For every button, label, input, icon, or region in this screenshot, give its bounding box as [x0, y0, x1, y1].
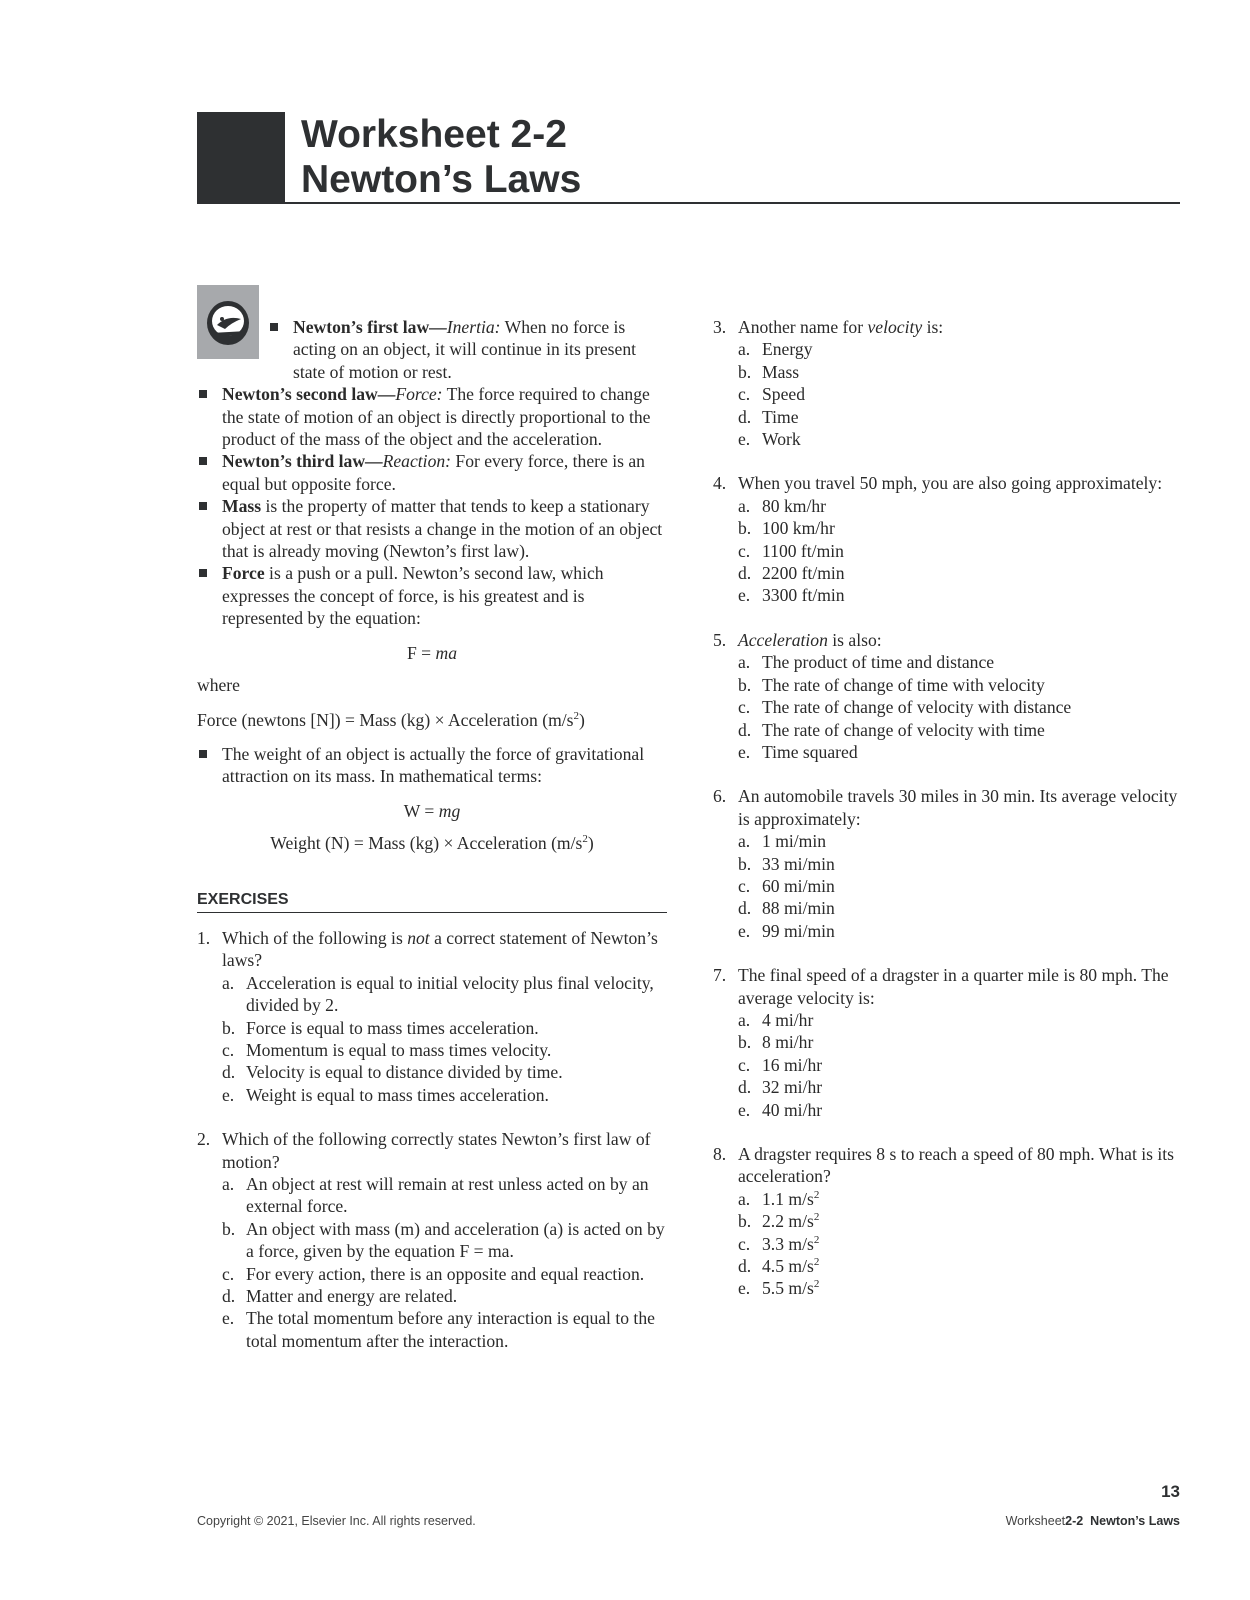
answer-option	[222, 1039, 667, 1061]
answer-options	[713, 1188, 1183, 1300]
mass-text: is the property of matter that tends to keep a stationary object at rest or that resists a change in the motion of an object that is already moving (Newton’s first law).	[222, 496, 663, 562]
answer-option	[738, 1031, 1183, 1053]
option-superscript: 2	[813, 1233, 820, 1246]
option-text: 80 km/hr	[762, 495, 827, 516]
answer-option	[738, 584, 1183, 606]
option-letter: a.	[738, 339, 751, 360]
answer-option	[738, 897, 1183, 919]
question-text-end: a correct statement of Newton’s laws?	[222, 927, 658, 971]
answer-option	[222, 1263, 667, 1285]
option-letter: e.	[738, 920, 751, 941]
option-letter: c.	[738, 384, 751, 405]
answer-option	[222, 1084, 667, 1106]
force-units-text: Force (newtons [N]) = Mass (kg) × Acceleration (m/s	[197, 709, 574, 730]
option-letter: b.	[738, 1211, 752, 1232]
question-number: 4.	[713, 473, 727, 494]
option-text: 4 mi/hr	[762, 1009, 814, 1030]
answer-option	[738, 1054, 1183, 1076]
option-letter: c.	[738, 540, 751, 561]
question-text-end: is also:	[827, 629, 882, 650]
option-text: 5.5 m/s	[762, 1278, 814, 1299]
option-superscript: 2	[813, 1211, 820, 1224]
answer-option	[738, 1188, 1183, 1210]
answer-option	[738, 495, 1183, 517]
answer-option	[738, 1277, 1183, 1299]
question-text-end: is:	[922, 317, 944, 337]
option-text: 16 mi/hr	[762, 1054, 823, 1075]
option-text: Work	[762, 429, 801, 450]
title-line-2: Newton’s Laws	[301, 158, 582, 201]
question-item	[713, 785, 1183, 942]
question-stem	[713, 316, 1183, 338]
option-text: 100 km/hr	[762, 518, 835, 539]
header-block	[197, 112, 285, 203]
question-text: Which of the following is	[222, 927, 408, 948]
weight-units-text: Weight (N) = Mass (kg) × Acceleration (m/s	[270, 833, 583, 854]
option-letter: d.	[222, 1062, 236, 1083]
option-text: Weight is equal to mass times acceleration.	[246, 1084, 549, 1105]
answer-options	[713, 495, 1183, 607]
option-text: The total momentum before any interaction is equal to the total momentum after the interaction.	[246, 1308, 655, 1351]
option-letter: b.	[738, 1032, 752, 1053]
option-letter: e.	[738, 1278, 751, 1299]
answer-option	[738, 406, 1183, 428]
force-equation	[197, 642, 667, 664]
second-law-text: The force required to change the state of motion of an object is directly proportional to the product of the mass of the object and the acceleration.	[222, 384, 651, 450]
answer-option	[738, 562, 1183, 584]
force-equation-rhs: ma	[435, 642, 458, 663]
option-letter: d.	[738, 898, 752, 919]
answer-options	[713, 651, 1183, 763]
option-text: 99 mi/min	[762, 920, 835, 941]
option-letter: a.	[222, 972, 235, 993]
option-letter: b.	[222, 1017, 236, 1038]
answer-option	[222, 1285, 667, 1307]
option-letter: e.	[738, 741, 751, 762]
force-item	[197, 562, 667, 629]
first-law-item	[268, 316, 667, 383]
page-number: 13	[1161, 1482, 1180, 1501]
question-stem	[713, 964, 1183, 1009]
option-letter: e.	[222, 1308, 235, 1329]
option-text: Momentum is equal to mass times velocity.	[246, 1039, 552, 1060]
option-text: 3300 ft/min	[762, 585, 845, 606]
option-text: The product of time and distance	[762, 652, 995, 673]
option-letter: b.	[738, 361, 752, 382]
option-letter: c.	[738, 1233, 751, 1254]
answer-option	[222, 1218, 667, 1263]
option-text: Velocity is equal to distance divided by time.	[246, 1062, 563, 1083]
option-text: For every action, there is an opposite and equal reaction.	[246, 1263, 645, 1284]
answer-option	[738, 830, 1183, 852]
force-term: Force	[222, 563, 265, 584]
answer-options	[197, 972, 667, 1106]
question-number: 6.	[713, 786, 727, 807]
option-letter: b.	[222, 1218, 236, 1239]
answer-option	[222, 1173, 667, 1218]
answer-option	[738, 696, 1183, 718]
option-text: Time	[762, 406, 799, 427]
third-law-item	[197, 450, 667, 495]
question-item	[197, 927, 667, 1106]
answer-option	[738, 338, 1183, 360]
mass-item	[197, 495, 667, 562]
question-item	[713, 1143, 1183, 1300]
questions-right	[713, 316, 1183, 1300]
answer-option	[738, 920, 1183, 942]
option-letter: c.	[738, 875, 751, 896]
second-law-subterm: Force:	[395, 384, 443, 405]
question-stem	[197, 1128, 667, 1173]
header-rule	[197, 202, 1180, 204]
option-letter: e.	[738, 585, 751, 606]
option-letter: d.	[222, 1286, 236, 1307]
mass-term: Mass	[222, 496, 262, 517]
weight-units-close: )	[587, 833, 594, 854]
running-footer	[1006, 1514, 1180, 1528]
weight-units	[197, 832, 667, 854]
question-number: 1.	[197, 927, 211, 948]
force-text: is a push or a pull. Newton’s second law, which expresses the concept of force, is his greatest and is represented by the equation:	[222, 563, 604, 629]
option-text: 88 mi/min	[762, 898, 835, 919]
option-text: 8 mi/hr	[762, 1032, 814, 1053]
force-units	[197, 709, 667, 731]
option-letter: e.	[738, 429, 751, 450]
option-letter: a.	[738, 831, 751, 852]
option-text: The rate of change of velocity with distance	[762, 697, 1072, 718]
question-text: Another name for	[738, 317, 868, 337]
question-number: 3.	[713, 317, 727, 337]
option-text: 2200 ft/min	[762, 563, 845, 584]
weight-equation-lhs: W =	[403, 800, 439, 821]
question-emphasis: velocity	[867, 317, 923, 337]
left-column	[197, 316, 667, 1374]
option-text: 60 mi/min	[762, 875, 835, 896]
third-law-term: Newton’s third law—	[222, 451, 383, 472]
option-text: 1100 ft/min	[762, 540, 844, 561]
first-law-text: When no force is acting on an object, it will continue in its present state of motion or rest.	[293, 317, 637, 382]
option-letter: a.	[738, 652, 751, 673]
option-letter: d.	[738, 563, 752, 584]
option-letter: d.	[738, 1077, 752, 1098]
option-text: 40 mi/hr	[762, 1099, 823, 1120]
copyright-notice: Copyright © 2021, Elsevier Inc. All rights reserved.	[197, 1514, 476, 1528]
answer-option	[738, 1233, 1183, 1255]
answer-option	[738, 1099, 1183, 1121]
option-letter: d.	[738, 406, 752, 427]
answer-option	[738, 741, 1183, 763]
option-letter: d.	[738, 719, 752, 740]
question-item	[713, 629, 1183, 763]
answer-options	[713, 1009, 1183, 1121]
question-text: Which of the following correctly states Newton’s first law of motion?	[222, 1129, 651, 1172]
option-text: Mass	[762, 361, 800, 382]
option-letter: a.	[738, 495, 751, 516]
second-law-item	[197, 383, 667, 450]
option-superscript: 2	[813, 1188, 820, 1201]
option-text: 1 mi/min	[762, 831, 827, 852]
question-text: A dragster requires 8 s to reach a speed of 80 mph. What is its acceleration?	[738, 1144, 1174, 1187]
third-law-subterm: Reaction:	[382, 451, 452, 472]
force-units-close: )	[579, 709, 585, 730]
answer-option	[222, 1061, 667, 1083]
option-text: 4.5 m/s	[762, 1256, 814, 1277]
option-text: The rate of change of time with velocity	[762, 674, 1045, 695]
option-text: The rate of change of velocity with time	[762, 719, 1045, 740]
option-text: An object with mass (m) and acceleration (a) is acted on by a force, given by the equation F = ma.	[246, 1218, 665, 1262]
question-item	[713, 472, 1183, 606]
option-text: 3.3 m/s	[762, 1233, 814, 1254]
question-number: 2.	[197, 1129, 211, 1150]
answer-option	[738, 674, 1183, 696]
first-law-subterm: Inertia:	[446, 317, 501, 337]
option-text: 33 mi/min	[762, 853, 835, 874]
question-stem	[713, 629, 1183, 651]
question-emphasis: Acceleration	[738, 629, 828, 650]
option-superscript: 2	[813, 1278, 820, 1291]
option-letter: a.	[738, 1009, 751, 1030]
option-letter: c.	[222, 1039, 235, 1060]
option-letter: c.	[738, 1054, 751, 1075]
answer-option	[738, 651, 1183, 673]
question-emphasis: not	[407, 927, 430, 948]
question-stem	[197, 927, 667, 972]
answer-option	[738, 383, 1183, 405]
option-letter: a.	[738, 1188, 751, 1209]
option-text: 32 mi/hr	[762, 1077, 823, 1098]
answer-option	[738, 540, 1183, 562]
title-line-1: Worksheet 2-2	[301, 113, 567, 156]
third-law-text: For every force, there is an equal but opposite force.	[222, 451, 645, 494]
exercises-heading: EXERCISES	[197, 889, 667, 913]
option-letter: d.	[738, 1256, 752, 1277]
page-title	[301, 112, 581, 202]
answer-option	[222, 1307, 667, 1352]
question-stem	[713, 1143, 1183, 1188]
answer-options	[713, 338, 1183, 450]
option-text: Time squared	[762, 741, 858, 762]
answer-options	[713, 830, 1183, 942]
answer-option	[738, 875, 1183, 897]
option-letter: b.	[738, 674, 752, 695]
answer-option	[222, 972, 667, 1017]
option-text: 1.1 m/s	[762, 1188, 814, 1209]
answer-option	[738, 719, 1183, 741]
weight-units-sup: 2	[582, 833, 588, 846]
weight-equation	[197, 800, 667, 822]
right-column	[713, 316, 1183, 1322]
option-text: Acceleration is equal to initial velocity plus final velocity, divided by 2.	[246, 972, 654, 1016]
question-number: 8.	[713, 1144, 727, 1164]
option-text: Energy	[762, 339, 813, 360]
question-item	[713, 316, 1183, 450]
option-text: 2.2 m/s	[762, 1211, 814, 1232]
option-letter: e.	[222, 1084, 235, 1105]
option-letter: c.	[738, 697, 751, 718]
question-text: When you travel 50 mph, you are also going approximately:	[738, 473, 1163, 494]
answer-option	[222, 1017, 667, 1039]
question-text: The final speed of a dragster in a quarter mile is 80 mph. The average velocity is:	[738, 965, 1169, 1008]
force-equation-lhs: F =	[406, 642, 436, 663]
running-number: 2-2	[1065, 1514, 1084, 1528]
option-text: Speed	[762, 384, 805, 405]
option-letter: b.	[738, 853, 752, 874]
option-text: Matter and energy are related.	[246, 1286, 458, 1307]
first-law-term: Newton’s first law—	[293, 317, 447, 337]
question-stem	[713, 785, 1183, 830]
answer-option	[738, 1210, 1183, 1232]
option-text: Force is equal to mass times acceleration.	[246, 1017, 539, 1038]
weight-equation-rhs: mg	[438, 800, 461, 821]
option-superscript: 2	[813, 1256, 820, 1269]
answer-option	[738, 1009, 1183, 1031]
option-letter: b.	[738, 518, 752, 539]
force-units-sup: 2	[573, 709, 580, 722]
answer-option	[738, 361, 1183, 383]
answer-option	[738, 517, 1183, 539]
answer-option	[738, 853, 1183, 875]
questions-left	[197, 927, 667, 1352]
answer-option	[738, 1076, 1183, 1098]
answer-option	[738, 428, 1183, 450]
weight-text: The weight of an object is actually the force of gravitational attraction on its mass. In mathematical terms:	[222, 743, 645, 787]
question-item	[197, 1128, 667, 1352]
question-text: An automobile travels 30 miles in 30 min. Its average velocity is approximately:	[738, 786, 1178, 829]
question-stem	[713, 472, 1183, 494]
second-law-term: Newton’s second law—	[222, 384, 396, 405]
where-label: where	[197, 675, 240, 696]
answer-option	[738, 1255, 1183, 1277]
option-letter: e.	[738, 1099, 751, 1120]
option-text: An object at rest will remain at rest unless acted on by an external force.	[246, 1174, 649, 1217]
running-title: Newton’s Laws	[1090, 1514, 1180, 1528]
running-label: Worksheet	[1005, 1514, 1066, 1528]
answer-options	[197, 1173, 667, 1352]
weight-item	[197, 743, 667, 788]
option-letter: a.	[222, 1174, 235, 1194]
question-number: 7.	[713, 965, 727, 986]
option-letter: c.	[222, 1263, 235, 1284]
question-item	[713, 964, 1183, 1121]
question-number: 5.	[713, 629, 727, 650]
